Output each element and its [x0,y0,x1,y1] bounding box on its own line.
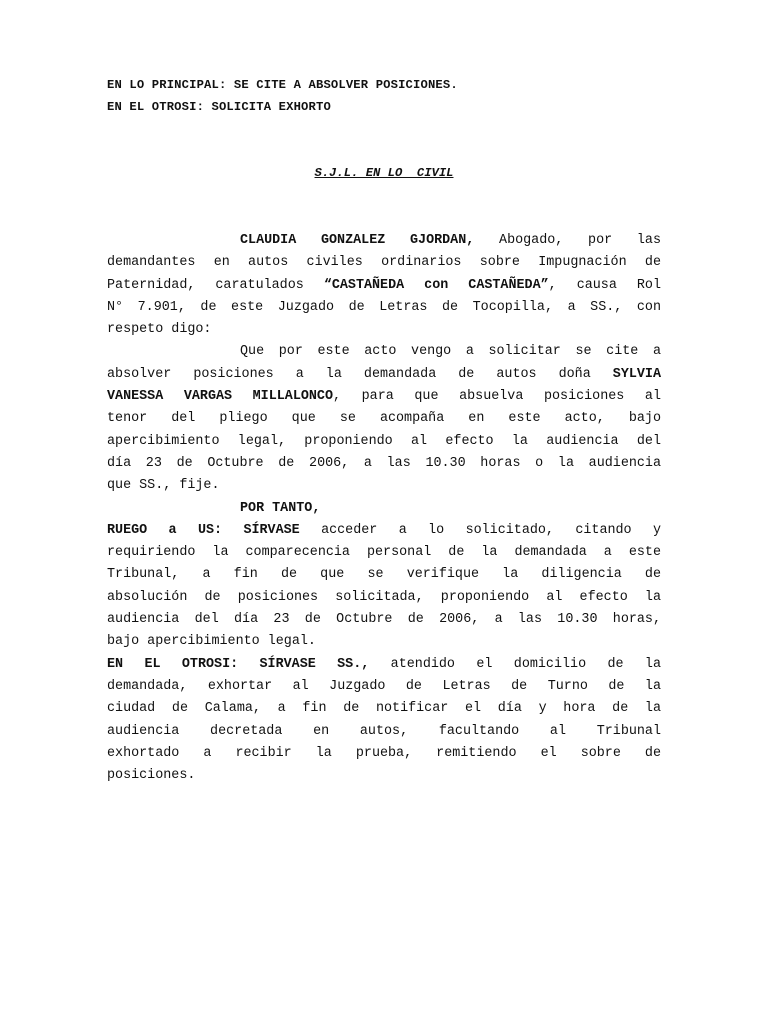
otrosi-label: EN EL OTROSI: SÍRVASE SS., [107,656,370,672]
defendant-name-part2: VANESSA VARGAS MILLALONCO [107,389,334,405]
ruego-label: RUEGO a US: SÍRVASE [107,522,300,538]
text-line: tenor del pliego que se acompaña en este acto, bajo [107,411,661,427]
court-addressee: S.J.L. EN LO CIVIL [314,166,454,180]
text-line: Tribunal, a fin de que se verifique la diligencia de [107,567,661,583]
otrosi-paragraph [107,654,661,788]
text-line: RUEGO a US: SÍRVASE acceder a lo solicitado, citando y [107,522,661,538]
text-line: audiencia decretada en autos, facultando al Tribunal [107,723,661,739]
ruego-paragraph [107,520,661,654]
text-line: posiciones. [107,768,196,784]
text-line: EN EL OTROSI: SÍRVASE SS., atendido el domicilio de la [107,656,661,672]
heading-principal: EN LO PRINCIPAL: SE CITE A ABSOLVER POSICIONES. [107,78,458,92]
text-line: apercibimiento legal, proponiendo al efecto la audiencia del [107,433,661,449]
text-line: exhortado a recibir la prueba, remitiendo el sobre de [107,745,661,761]
text-line: día 23 de Octubre de 2006, a las 10.30 horas o la audiencia [107,455,661,471]
text-line: N° 7.901, de este Juzgado de Letras de Tocopilla, a SS., con [107,299,661,315]
document-body [107,230,661,787]
attorney-name: CLAUDIA GONZALEZ GJORDAN, [240,233,475,248]
case-title: “CASTAÑEDA con CASTAÑEDA” [323,277,549,293]
defendant-name-part1: SYLVIA [612,366,661,382]
por-tanto-heading: POR TANTO, [240,500,321,516]
text-line: ciudad de Calama, a fin de notificar el día y hora de la [107,701,661,717]
text-line: Paternidad, caratulados “CASTAÑEDA con CASTAÑEDA”, causa Rol [107,277,661,293]
heading-otrosi: EN EL OTROSI: SOLICITA EXHORTO [107,100,331,114]
text-line: VANESSA VARGAS MILLALONCO, para que absuelva posiciones al [107,389,661,405]
text-line: demandada, exhortar al Juzgado de Letras de Turno de la [107,678,661,694]
text-line: que SS., fije. [107,478,220,494]
text-line: absolver posiciones a la demandada de autos doña SYLVIA [107,366,661,382]
text-line: bajo apercibimiento legal. [107,634,316,650]
request-paragraph [107,341,661,497]
text-line: absolución de posiciones solicitada, proponiendo al efecto la [107,589,661,605]
text-line: demandantes en autos civiles ordinarios sobre Impugnación de [107,255,661,271]
text-line: audiencia del día 23 de Octubre de 2006, a las 10.30 horas, [107,612,661,628]
intro-paragraph [107,230,661,341]
text-line: respeto digo: [107,322,212,338]
text-line: Que por este acto vengo a solicitar se cite a [240,344,661,360]
text-line: CLAUDIA GONZALEZ GJORDAN, Abogado, por las [240,233,661,248]
text-line: requiriendo la comparecencia personal de la demandada a este [107,545,661,561]
